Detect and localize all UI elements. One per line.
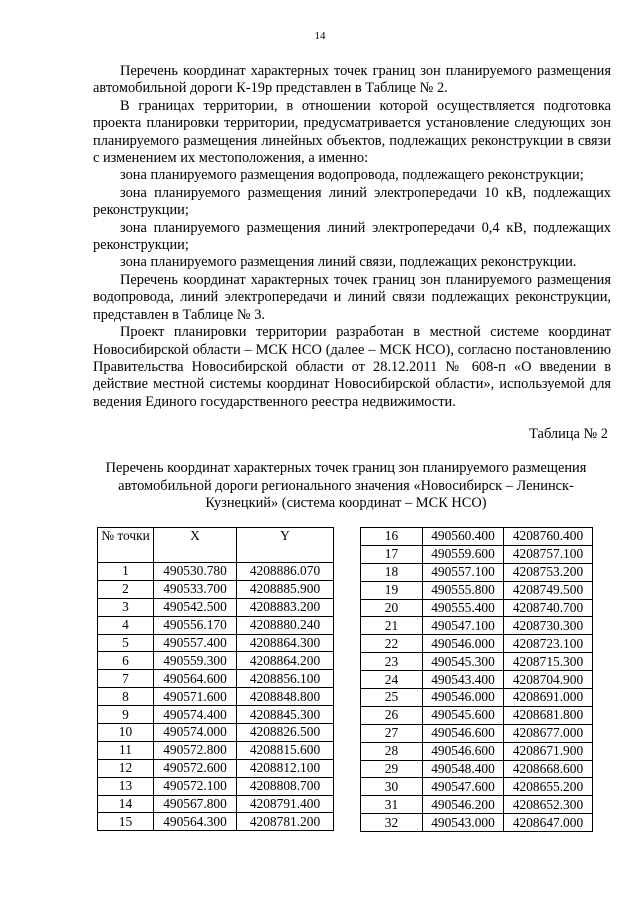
y-coordinate-cell: 4208671.900 [504, 742, 593, 760]
table-row [98, 616, 334, 634]
point-number-cell: 25 [361, 689, 423, 707]
y-coordinate-cell: 4208730.300 [504, 617, 593, 635]
point-number-cell: 9 [98, 706, 154, 724]
table-row [98, 759, 334, 777]
y-coordinate-cell: 4208864.200 [237, 652, 334, 670]
point-number-cell: 11 [98, 741, 154, 759]
x-coordinate-cell: 490546.000 [423, 689, 504, 707]
x-coordinate-cell: 490567.800 [154, 795, 237, 813]
x-coordinate-cell: 490572.100 [154, 777, 237, 795]
x-coordinate-cell: 490557.100 [423, 563, 504, 581]
y-coordinate-cell: 4208826.500 [237, 724, 334, 742]
x-coordinate-cell: 490555.400 [423, 599, 504, 617]
x-coordinate-cell: 490545.300 [423, 653, 504, 671]
table-label: Таблица № 2 [529, 426, 608, 442]
y-coordinate-cell: 4208886.070 [237, 563, 334, 581]
header-point-number: № точки [98, 528, 154, 563]
point-number-cell: 32 [361, 814, 423, 832]
table-row [361, 796, 593, 814]
table-row [361, 671, 593, 689]
table-row [98, 688, 334, 706]
x-coordinate-cell: 490542.500 [154, 598, 237, 616]
y-coordinate-cell: 4208691.000 [504, 689, 593, 707]
point-number-cell: 14 [98, 795, 154, 813]
y-coordinate-cell: 4208704.900 [504, 671, 593, 689]
point-number-cell: 27 [361, 724, 423, 742]
x-coordinate-cell: 490533.700 [154, 580, 237, 598]
y-coordinate-cell: 4208845.300 [237, 706, 334, 724]
point-number-cell: 19 [361, 581, 423, 599]
table-title: Перечень координат характерных точек границ зон планируемого размещения автомобильной дороги регионального значения «Новосибирск – Ленинск-Кузнецкий» (система координат – МСК НСО) [105, 460, 587, 511]
table-row [98, 813, 334, 831]
x-coordinate-cell: 490555.800 [423, 581, 504, 599]
table-row [361, 689, 593, 707]
table-row [98, 598, 334, 616]
y-coordinate-cell: 4208781.200 [237, 813, 334, 831]
table-header-row [98, 528, 334, 563]
table-row [361, 742, 593, 760]
x-coordinate-cell: 490572.800 [154, 741, 237, 759]
coordinates-table-left [97, 527, 334, 831]
table-row [361, 563, 593, 581]
x-coordinate-cell: 490564.300 [154, 813, 237, 831]
y-coordinate-cell: 4208885.900 [237, 580, 334, 598]
table-row [98, 741, 334, 759]
point-number-cell: 22 [361, 635, 423, 653]
point-number-cell: 17 [361, 545, 423, 563]
y-coordinate-cell: 4208753.200 [504, 563, 593, 581]
list-item: зона планируемого размещения линий электропередачи 10 кВ, подлежащих реконструкции; [93, 184, 611, 219]
y-coordinate-cell: 4208880.240 [237, 616, 334, 634]
y-coordinate-cell: 4208677.000 [504, 724, 593, 742]
x-coordinate-cell: 490545.600 [423, 706, 504, 724]
point-number-cell: 26 [361, 706, 423, 724]
table-row [98, 563, 334, 581]
y-coordinate-cell: 4208757.100 [504, 545, 593, 563]
page-number: 14 [314, 30, 326, 42]
point-number-cell: 10 [98, 724, 154, 742]
table-row [98, 724, 334, 742]
table-row [98, 652, 334, 670]
point-number-cell: 31 [361, 796, 423, 814]
list-item: зона планируемого размещения водопровода, подлежащего реконструкции; [120, 167, 584, 184]
table-row [361, 617, 593, 635]
point-number-cell: 24 [361, 671, 423, 689]
y-coordinate-cell: 4208812.100 [237, 759, 334, 777]
table-row [98, 777, 334, 795]
x-coordinate-cell: 490559.300 [154, 652, 237, 670]
y-coordinate-cell: 4208760.400 [504, 528, 593, 546]
point-number-cell: 12 [98, 759, 154, 777]
x-coordinate-cell: 490543.000 [423, 814, 504, 832]
x-coordinate-cell: 490547.600 [423, 778, 504, 796]
y-coordinate-cell: 4208647.000 [504, 814, 593, 832]
y-coordinate-cell: 4208668.600 [504, 760, 593, 778]
point-number-cell: 7 [98, 670, 154, 688]
y-coordinate-cell: 4208864.300 [237, 634, 334, 652]
x-coordinate-cell: 490571.600 [154, 688, 237, 706]
point-number-cell: 23 [361, 653, 423, 671]
point-number-cell: 4 [98, 616, 154, 634]
point-number-cell: 16 [361, 528, 423, 546]
table-row [98, 580, 334, 598]
x-coordinate-cell: 490530.780 [154, 563, 237, 581]
y-coordinate-cell: 4208723.100 [504, 635, 593, 653]
point-number-cell: 15 [98, 813, 154, 831]
paragraph: В границах территории, в отношении которой осуществляется подготовка проекта планировки территории, предусматривается установление следующих зон планируемого размещения линейных объектов, подлежащих реконструкции в связи с изменением их местоположения, а именно: [93, 97, 611, 167]
x-coordinate-cell: 490574.000 [154, 724, 237, 742]
point-number-cell: 29 [361, 760, 423, 778]
point-number-cell: 3 [98, 598, 154, 616]
coordinates-table-right [360, 527, 593, 832]
point-number-cell: 8 [98, 688, 154, 706]
y-coordinate-cell: 4208715.300 [504, 653, 593, 671]
point-number-cell: 6 [98, 652, 154, 670]
header-y: Y [237, 528, 334, 563]
x-coordinate-cell: 490559.600 [423, 545, 504, 563]
y-coordinate-cell: 4208856.100 [237, 670, 334, 688]
table-row [361, 724, 593, 742]
x-coordinate-cell: 490543.400 [423, 671, 504, 689]
table-row [361, 545, 593, 563]
y-coordinate-cell: 4208848.800 [237, 688, 334, 706]
point-number-cell: 28 [361, 742, 423, 760]
x-coordinate-cell: 490547.100 [423, 617, 504, 635]
point-number-cell: 13 [98, 777, 154, 795]
point-number-cell: 21 [361, 617, 423, 635]
point-number-cell: 2 [98, 580, 154, 598]
list-item: зона планируемого размещения линий электропередачи 0,4 кВ, подлежащих реконструкции; [93, 219, 611, 254]
list-item: зона планируемого размещения линий связи, подлежащих реконструкции. [120, 254, 577, 271]
x-coordinate-cell: 490574.400 [154, 706, 237, 724]
x-coordinate-cell: 490560.400 [423, 528, 504, 546]
x-coordinate-cell: 490564.600 [154, 670, 237, 688]
body-text [93, 63, 611, 411]
table-row [361, 706, 593, 724]
y-coordinate-cell: 4208655.200 [504, 778, 593, 796]
table-row [98, 795, 334, 813]
table-row [98, 634, 334, 652]
x-coordinate-cell: 490556.170 [154, 616, 237, 634]
x-coordinate-cell: 490546.600 [423, 742, 504, 760]
y-coordinate-cell: 4208815.600 [237, 741, 334, 759]
y-coordinate-cell: 4208652.300 [504, 796, 593, 814]
point-number-cell: 30 [361, 778, 423, 796]
paragraph: Перечень координат характерных точек границ зон планируемого размещения автомобильной дороги К-19р представлен в Таблице № 2. [93, 63, 611, 97]
paragraph: Проект планировки территории разработан в местной системе координат Новосибирской области – МСК НСО (далее – МСК НСО), согласно постановлению Правительства Новосибирской области от 28.12.2011 № 608-п «О введении в действие местной системы координат Новосибирской области», используемой для ведения Единого государственного реестра недвижимости. [93, 324, 611, 410]
table-row [361, 760, 593, 778]
x-coordinate-cell: 490557.400 [154, 634, 237, 652]
table-row [361, 653, 593, 671]
table-row [98, 706, 334, 724]
paragraph: Перечень координат характерных точек границ зон планируемого размещения водопровода, линий электропередачи и линий связи подлежащих реконструкции, представлен в Таблице № 3. [93, 271, 611, 323]
table-row [98, 670, 334, 688]
x-coordinate-cell: 490572.600 [154, 759, 237, 777]
header-x: X [154, 528, 237, 563]
table-row [361, 528, 593, 546]
table-row [361, 778, 593, 796]
x-coordinate-cell: 490548.400 [423, 760, 504, 778]
x-coordinate-cell: 490546.200 [423, 796, 504, 814]
y-coordinate-cell: 4208740.700 [504, 599, 593, 617]
y-coordinate-cell: 4208749.500 [504, 581, 593, 599]
x-coordinate-cell: 490546.000 [423, 635, 504, 653]
point-number-cell: 5 [98, 634, 154, 652]
point-number-cell: 20 [361, 599, 423, 617]
table-row [361, 581, 593, 599]
point-number-cell: 18 [361, 563, 423, 581]
table-row [361, 599, 593, 617]
y-coordinate-cell: 4208791.400 [237, 795, 334, 813]
y-coordinate-cell: 4208681.800 [504, 706, 593, 724]
y-coordinate-cell: 4208808.700 [237, 777, 334, 795]
table-row [361, 814, 593, 832]
point-number-cell: 1 [98, 563, 154, 581]
table-row [361, 635, 593, 653]
y-coordinate-cell: 4208883.200 [237, 598, 334, 616]
x-coordinate-cell: 490546.600 [423, 724, 504, 742]
